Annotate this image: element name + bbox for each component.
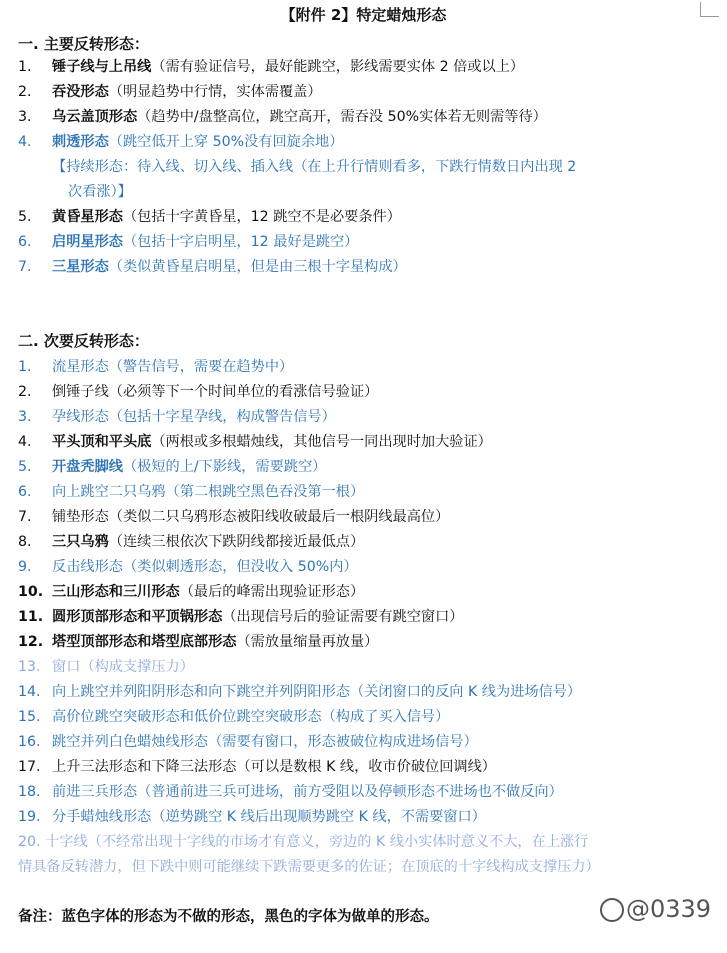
list-item: 13. 窗口（构成支撑压力） [18,659,194,675]
list-item: 11. 圆形顶部形态和平顶锅形态（出现信号后的验证需要有跳空窗口） [18,609,464,625]
corner-marker [700,2,719,17]
list-item: 7. 三星形态（类似黄昏星启明星，但是由三根十字星构成） [18,259,407,275]
list-item: 3. 乌云盖顶形态（趋势中/盘整高位，跳空高开，需吞没 50%实体若无则需等待） [18,109,547,125]
list-item: 8. 三只乌鸦（连续三根依次下跌阴线都接近最低点） [18,534,365,550]
list-item: 5. 开盘秃脚线（极短的上/下影线，需要跳空） [18,459,327,475]
watermark-text: @0339 [626,895,712,923]
list-item: 4. 平头顶和平头底（两根或多根蜡烛线，其他信号一同出现时加大验证） [18,434,492,450]
sustain-note-line1: 【持续形态：待入线、切入线、插入线（在上升行情则看多，下跌行情数日内出现 2 [52,159,577,175]
section1-heading: 一. 主要反转形态： [18,35,149,53]
list-item: 6. 向上跳空二只乌鸦（第二根跳空黑色吞没第一根） [18,484,365,500]
item20-line1: 20. 十字线（不经常出现十字线的市场才有意义，旁边的 K 线小实体时意义不大，在上涨行 [18,834,589,850]
list-item: 6. 启明星形态（包括十字启明星，12 最好是跳空） [18,234,359,250]
section2-heading: 二. 次要反转形态： [18,332,149,350]
footnote: 备注：蓝色字体的形态为不做的形态，黑色的字体为做单的形态。 [18,909,439,925]
list-item: 1. 锤子线与上吊线（需有验证信号，最好能跳空，影线需要实体 2 倍或以上） [18,59,525,75]
list-item: 7. 铺垫形态（类似二只乌鸦形态被阳线收破最后一根阴线最高位） [18,509,450,525]
item20-line2: 情具备反转潜力，但下跌中则可能继续下跌需要更多的佐证；在顶底的十字线构成支撑压力） [18,859,600,875]
list-item: 10. 三山形态和三川形态（最后的峰需出现验证形态） [18,584,365,600]
list-item: 19. 分手蜡烛线形态（逆势跳空 K 线后出现顺势跳空 K 线，不需要窗口） [18,809,486,825]
watermark-logo-icon [600,898,624,922]
sustain-note-line2: 次看涨）】 [68,184,132,200]
list-item: 18. 前进三兵形态（普通前进三兵可进场，前方受阻以及停顿形态不进场也不做反向） [18,784,563,800]
list-item: 2. 倒锤子线（必须等下一个时间单位的看涨信号验证） [18,384,379,400]
list-item: 17. 上升三法形态和下降三法形态（可以是数根 K 线，收市价破位回调线） [18,759,496,775]
list-item: 5. 黄昏星形态（包括十字黄昏星，12 跳空不是必要条件） [18,209,401,225]
document-title: 【附件 2】特定蜡烛形态 [280,6,447,24]
list-item: 2. 吞没形态（明显趋势中行情，实体需覆盖） [18,84,322,100]
list-item: 4. 刺透形态（跳空低开上穿 50%没有回旋余地） [18,134,344,150]
list-item: 12. 塔型顶部形态和塔型底部形态（需放量缩量再放量） [18,634,379,650]
watermark [600,895,711,923]
list-item: 15. 高价位跳空突破形态和低价位跳空突破形态（构成了买入信号） [18,709,450,725]
list-item: 14. 向上跳空并列阳阴形态和向下跳空并列阴阳形态（关闭窗口的反向 K 线为进场信号） [18,684,582,700]
list-item: 16. 跳空并列白色蜡烛线形态（需要有窗口，形态被破位构成进场信号） [18,734,478,750]
list-item: 1. 流星形态（警告信号，需要在趋势中） [18,359,294,375]
list-item: 3. 孕线形态（包括十字星孕线，构成警告信号） [18,409,336,425]
list-item: 9. 反击线形态（类似刺透形态，但没收入 50%内） [18,559,358,575]
